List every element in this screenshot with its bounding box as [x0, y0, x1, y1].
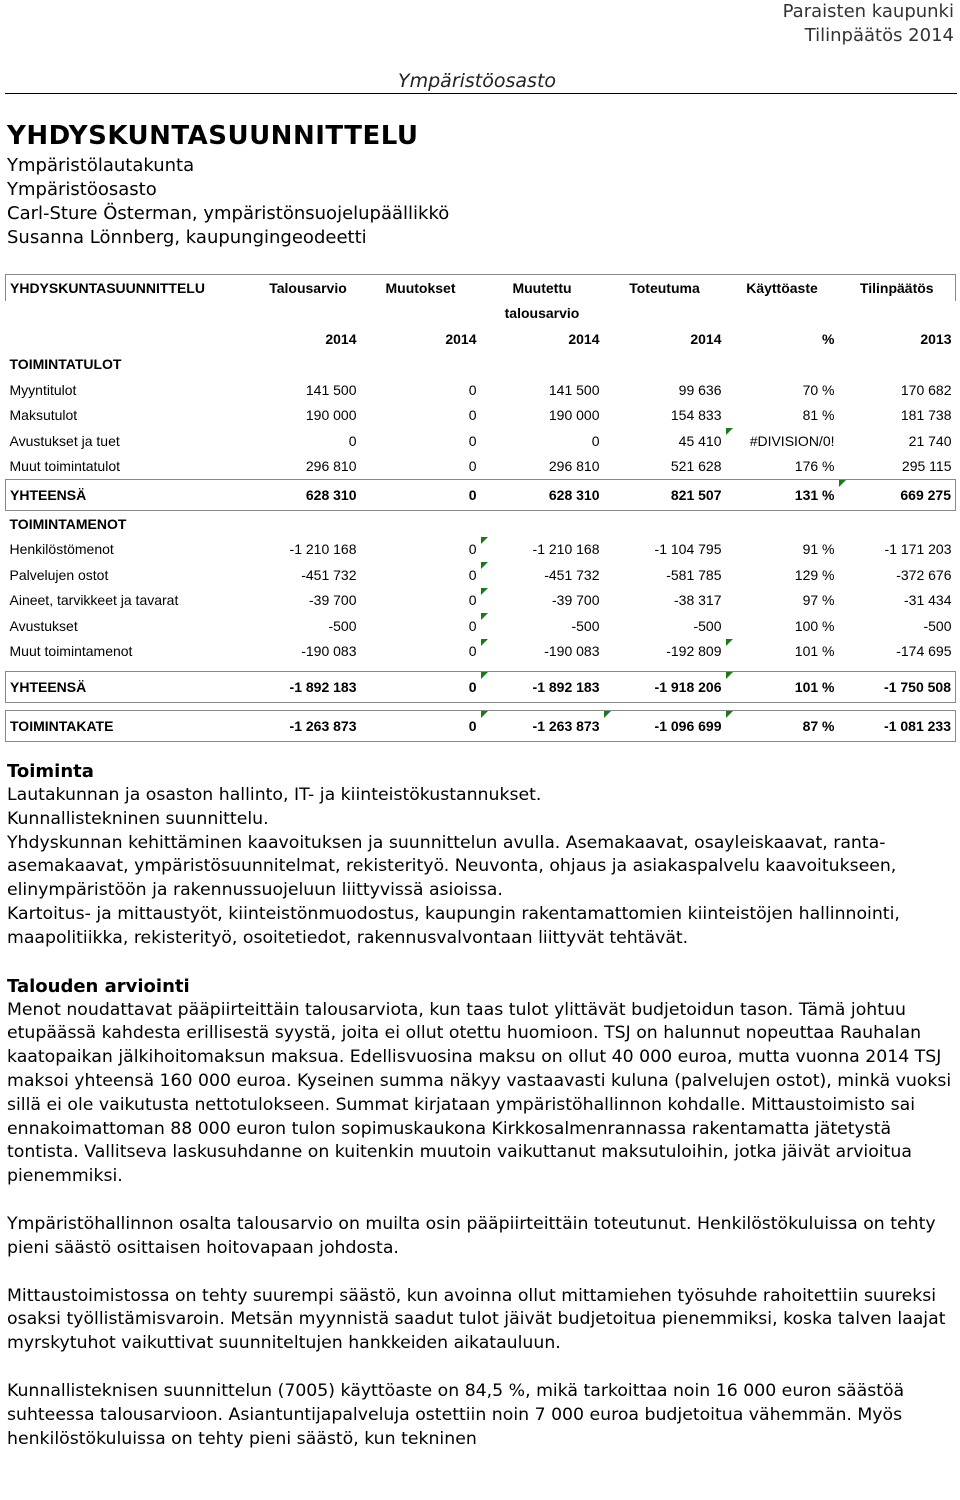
cell: 141 500 [305, 381, 357, 398]
cell: 190 000 [305, 407, 357, 424]
cell: -1 263 873 [481, 711, 604, 742]
cell: -190 083 [481, 639, 604, 665]
cell: 0 [361, 672, 481, 703]
expense-total-row [6, 672, 956, 703]
row-label: Myyntitulot [9, 381, 77, 398]
row-label: YHTEENSÄ [6, 480, 256, 511]
cell: 129 % [794, 566, 835, 583]
cell: -192 809 [666, 643, 722, 660]
year-cell: % [822, 330, 835, 347]
paragraph: Menot noudattavat pääpiirteittäin talousarviota, kun taas tulot ylittävät budjetoidun tason. Tämä johtuu etupäässä kahdesta erillisestä syystä, joita ei ollut otettu huomioon. TSJ on halunnut nopeuttaa Rauhalan kaatopaikan jälkihoitomaksun maksua. Edellisvuosina maksu on ollut 40 000 euroa, mutta vuonna 2014 TSJ maksoi yhteensä 160 000 euroa. Kyseinen summa näkyy vastaavasti kuluna (palvelujen ostot), minkä vuoksi sillä ei ole vaikutusta nettotulokseen. Summat kirjataan ympäristöhallinnon kohdalle. Mittaustoimisto sai ennakoimattoman 88 000 euron tulon sopimuskaukona Kirkkosalmenrannassa rakentamatta jätetystä tontista. Vallitseva laskusuhdanne on kuitenkin muutoin vaikuttanut maksutuloihin, jotka jäivät arvioitua pienemmiksi. [7, 999, 952, 1187]
cell: -372 676 [896, 566, 952, 583]
paragraph: Kunnallisteknisen suunnittelun (7005) käyttöaste on 84,5 %, mikä tarkoittaa noin 16 000 euron säästöä suhteessa talousarvioon. Asiantuntijapalveluja ostettiin noin 7 000 euroa budjetoitua vähemmän. Myös henkilöstökuluissa on tehty pieni säästö, kun tekninen [7, 1380, 905, 1449]
paragraph: Ympäristöhallinnon osalta talousarvio on muilta osin pääpiirteittäin toteutunut. Henkilöstökuluissa on tehty pieni säästö osittaisen hoitovapaan johdosta. [7, 1213, 936, 1258]
cell: -39 700 [309, 592, 357, 609]
col-header: Muutokset [361, 275, 481, 301]
cell: -39 700 [481, 588, 604, 614]
row-label: Palvelujen ostot [9, 566, 109, 583]
cell: 141 500 [548, 381, 600, 398]
cell: 0 [468, 432, 477, 449]
cell: 0 [468, 566, 477, 583]
cell: -451 732 [301, 566, 357, 583]
cell: 87 % [726, 711, 839, 742]
cell: 170 682 [900, 381, 952, 398]
cell: #DIVISION/0! [726, 428, 839, 454]
table-header-row [6, 275, 956, 301]
cell: 295 115 [901, 458, 952, 475]
cell: 190 000 [548, 407, 600, 424]
table-row [6, 377, 956, 403]
year-cell: 2014 [690, 330, 722, 347]
year-cell: 2014 [445, 330, 477, 347]
income-total-row [6, 480, 956, 511]
responsible-person-2: Susanna Lönnberg, kaupungingeodeetti [7, 227, 367, 248]
cell: -1 918 206 [604, 672, 726, 703]
cell: 0 [468, 592, 477, 609]
row-label: Avustukset [9, 617, 78, 634]
cell: 296 810 [548, 458, 600, 475]
col-header: Muutettu [481, 275, 604, 301]
paragraph: Kartoitus- ja mittaustyöt, kiinteistönmuodostus, kaupungin rakentamattomien kiinteistöjen hallinnointi, maapolitiikka, rekisterityö, osoitetiedot, rakennusvalvontaan liittyvät tehtävät. [7, 903, 900, 948]
cell: 97 % [802, 592, 835, 609]
year-cell: 2014 [568, 330, 600, 347]
cell: -1 210 168 [289, 541, 357, 558]
cell: -1 892 183 [256, 672, 361, 703]
cell: -174 695 [896, 643, 952, 660]
cell: 91 % [802, 541, 835, 558]
col-header: Käyttöaste [726, 275, 839, 301]
cell: 0 [468, 617, 477, 634]
section-heading-toiminta: Toiminta [7, 761, 94, 782]
year-cell: 2014 [325, 330, 357, 347]
cell: -500 [481, 613, 604, 639]
table-title: YHDYSKUNTASUUNNITTELU [6, 275, 256, 301]
table-row [6, 639, 956, 665]
cell: -31 434 [904, 592, 952, 609]
paragraph: Lautakunnan ja osaston hallinto, IT- ja kiinteistökustannukset. [7, 785, 542, 805]
table-row [6, 428, 956, 454]
cell: 131 % [726, 480, 839, 511]
year-cell: 2013 [920, 330, 952, 347]
cell: 0 [468, 381, 477, 398]
row-label: Henkilöstömenot [9, 541, 114, 558]
responsible-person-1: Carl-Sture Österman, ympäristönsuojelupäällikkö [7, 203, 450, 224]
row-label: TOIMINTAKATE [6, 711, 256, 742]
cell: 0 [348, 432, 357, 449]
paragraph: Yhdyskunnan kehittäminen kaavoituksen ja suunnittelun avulla. Asemakaavat, osayleiskaavat, ranta-asemakaavat, ympäristösuunnitelmat, rekisterityö. Neuvonta, ohjaus ja asiakaspalvelu kaavoitukseen, elinympäristöön ja rakennussuojeluun liittyvissä asioissa. [7, 832, 897, 901]
cell: 99 636 [678, 381, 722, 398]
committee: Ympäristölautakunta [7, 155, 195, 176]
cell: -581 785 [666, 566, 722, 583]
cell: 821 507 [604, 480, 726, 511]
cell: -38 317 [674, 592, 722, 609]
cell: 0 [468, 643, 477, 660]
col-header: Talousarvio [256, 275, 361, 301]
cell: 81 % [802, 407, 835, 424]
cell: 628 310 [256, 480, 361, 511]
cell: -500 [923, 617, 952, 634]
cell: -1 263 873 [256, 711, 361, 742]
table-row [6, 454, 956, 480]
cell: 70 % [802, 381, 835, 398]
title-block [7, 118, 449, 250]
section-row-income [6, 352, 956, 378]
department: Ympäristöosasto [7, 179, 157, 200]
page-header-right [783, 0, 954, 48]
section-heading-arviointi: Talouden arviointi [7, 975, 190, 997]
cell: 0 [361, 480, 481, 511]
cell: 521 628 [670, 458, 722, 475]
col-header-sub: talousarvio [504, 305, 580, 322]
table-header-row-2 [6, 301, 956, 327]
cell: 21 740 [908, 432, 952, 449]
cell: 45 410 [678, 432, 722, 449]
row-label: YHTEENSÄ [6, 672, 256, 703]
section-name: Ympäristöosasto [398, 70, 557, 92]
cell: -500 [328, 617, 357, 634]
row-label: Muut toimintamenot [9, 643, 133, 660]
cell: -1 210 168 [481, 537, 604, 563]
cell: -1 081 233 [839, 711, 956, 742]
cell: -190 083 [301, 643, 357, 660]
col-header: Toteutuma [604, 275, 726, 301]
cell: 176 % [794, 458, 835, 475]
cell: -1 750 508 [839, 672, 956, 703]
cell: 669 275 [839, 480, 956, 511]
paragraph: Kunnallistekninen suunnittelu. [7, 808, 269, 829]
cell: 181 738 [900, 407, 952, 424]
header-divider [5, 93, 957, 94]
paragraph: Mittaustoimistossa on tehty suurempi säästö, kun avoinna ollut mittamiehen työsuhde rahoitettiin suureksi osaksi työllistämisvaroin. Metsän myynnistä saadut tulot jäivät budjetoitua pienemmiksi, koska talven laajat myrskytuhot vaikuttivat suunniteltujen hankkeiden aikatauluun. [7, 1285, 946, 1354]
cell: 0 [468, 541, 477, 558]
org-name: Paraisten kaupunki [782, 1, 954, 22]
row-label: Avustukset ja tuet [9, 432, 120, 449]
page-title: YHDYSKUNTASUUNNITTELU [7, 121, 419, 151]
table-row [6, 562, 956, 588]
cell: 154 833 [670, 407, 722, 424]
cell: 0 [468, 458, 477, 475]
cell: -1 104 795 [654, 541, 722, 558]
net-total-row [6, 711, 956, 742]
year-row [6, 326, 956, 352]
row-label: Muut toimintatulot [9, 458, 120, 475]
table-row [6, 613, 956, 639]
cell: 0 [361, 711, 481, 742]
table-row [6, 403, 956, 429]
table-row [6, 537, 956, 563]
col-header: Tilinpäätös [839, 275, 956, 301]
body-text [7, 760, 953, 1451]
table-row [6, 588, 956, 614]
document-title: Tilinpäätös 2014 [804, 25, 954, 46]
cell: 100 % [794, 617, 835, 634]
cell: 0 [468, 407, 477, 424]
cell: -451 732 [481, 562, 604, 588]
cell: -1 171 203 [884, 541, 952, 558]
cell: 296 810 [305, 458, 357, 475]
section-row-expense [6, 511, 956, 537]
row-label: Aineet, tarvikkeet ja tavarat [9, 592, 179, 609]
financial-table [5, 274, 956, 742]
cell: -500 [693, 617, 722, 634]
cell: 0 [591, 432, 600, 449]
cell: 101 % [726, 672, 839, 703]
section-label: TOIMINTAMENOT [9, 515, 127, 532]
cell: 628 310 [481, 480, 604, 511]
section-label: TOIMINTATULOT [9, 356, 122, 373]
row-label: Maksutulot [9, 407, 78, 424]
cell: -1 892 183 [481, 672, 604, 703]
cell: -1 096 699 [604, 711, 726, 742]
cell: 101 % [726, 639, 839, 665]
